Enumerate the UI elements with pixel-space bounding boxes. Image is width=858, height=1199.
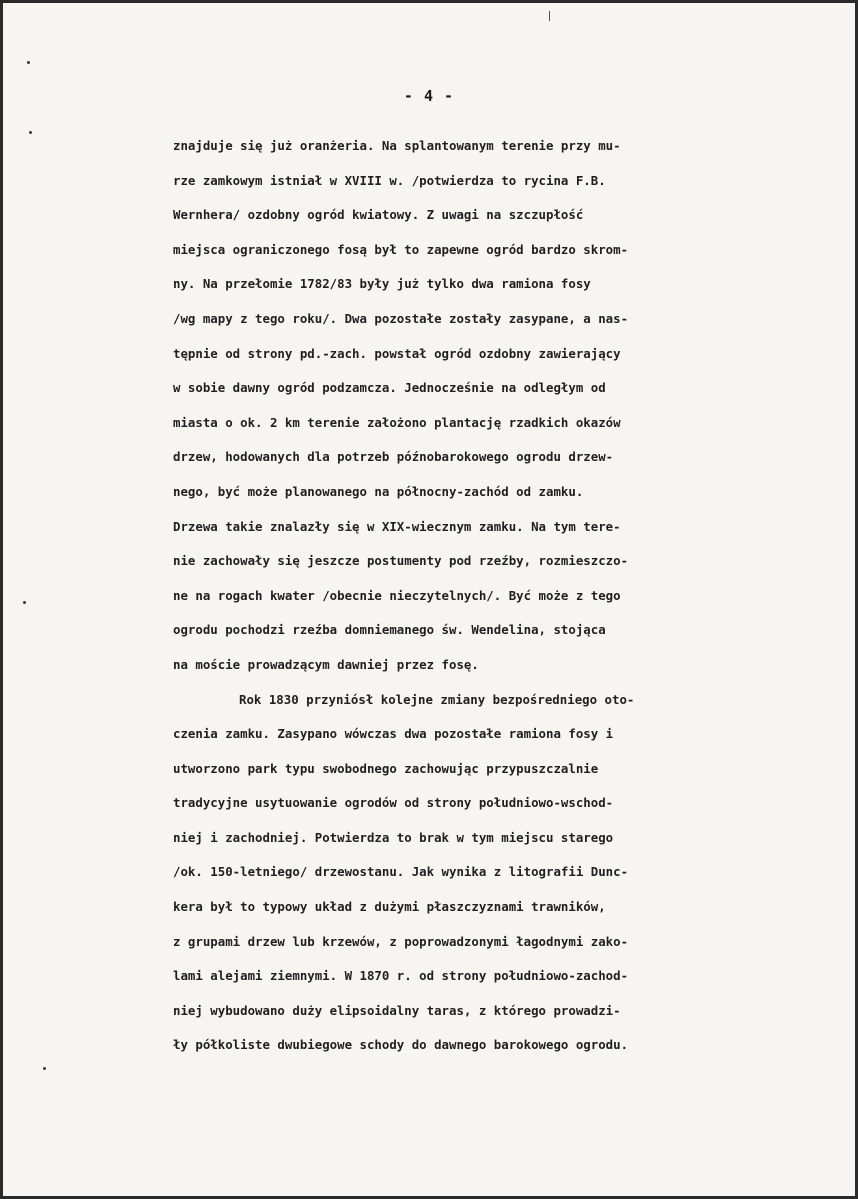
text-line: ły półkoliste dwubiegowe schody do dawnego barokowego ogrodu. bbox=[173, 1037, 629, 1053]
text-line: Drzewa takie znalazły się w XIX-wiecznym zamku. Na tym tere- bbox=[173, 518, 621, 534]
text-line: znajduje się już oranżeria. Na splantowanym terenie przy mu- bbox=[173, 138, 621, 153]
text-line: nie zachowały się jeszcze postumenty pod rzeźby, rozmieszczo- bbox=[173, 553, 629, 569]
margin-dot-upper bbox=[29, 131, 32, 134]
text-line: tępnie od strony pd.-zach. powstał ogród ozdobny zawierający bbox=[173, 345, 621, 361]
text-line: niej i zachodniej. Potwierdza to brak w tym miejscu starego bbox=[173, 829, 614, 845]
text-line: ogrodu pochodzi rzeźba domniemanego św. Wendelina, stojąca bbox=[173, 622, 606, 638]
text-line: niej wybudowano duży elipsoidalny taras, z którego prowadzi- bbox=[173, 1002, 621, 1018]
text-line: ny. Na przełomie 1782/83 były już tylko dwa ramiona fosy bbox=[173, 276, 591, 292]
text-line: utworzono park typu swobodnego zachowując przypuszczalnie bbox=[173, 760, 599, 776]
text-line: lami alejami ziemnymi. W 1870 r. od strony południowo-zachod- bbox=[173, 968, 629, 984]
page-number: - 4 - bbox=[403, 87, 455, 105]
text-line: Wernhera/ ozdobny ogród kwiatowy. Z uwagi na szczupłość bbox=[173, 207, 584, 223]
text-line: w sobie dawny ogród podzamcza. Jednocześnie na odległym od bbox=[173, 380, 606, 396]
body-text bbox=[173, 129, 823, 1063]
text-line: czenia zamku. Zasypano wówczas dwa pozostałe ramiona fosy i bbox=[173, 726, 614, 742]
text-line: Rok 1830 przyniósł kolejne zmiany bezpośredniego oto- bbox=[239, 691, 635, 707]
document-page bbox=[3, 3, 855, 1196]
text-line: tradycyjne usytuowanie ogrodów od strony południowo-wschod- bbox=[173, 795, 614, 811]
text-line: ne na rogach kwater /obecnie nieczytelnych/. Być może z tego bbox=[173, 587, 621, 603]
text-line: z grupami drzew lub krzewów, z poprowadzonymi łagodnymi zako- bbox=[173, 933, 629, 949]
text-line: na moście prowadzącym dawniej przez fosę. bbox=[173, 656, 479, 672]
margin-dot-lower bbox=[43, 1067, 46, 1070]
text-line: miasta o ok. 2 km terenie założono plantację rzadkich okazów bbox=[173, 414, 621, 430]
text-line: nego, być może planowanego na północny-zachód od zamku. bbox=[173, 483, 584, 499]
text-line: rze zamkowym istniał w XVIII w. /potwierdza to rycina F.B. bbox=[173, 172, 606, 188]
text-line: /ok. 150-letniego/ drzewostanu. Jak wynika z litografii Dunc- bbox=[173, 864, 629, 880]
top-tick-mark bbox=[549, 11, 550, 21]
margin-dot-middle bbox=[23, 601, 26, 604]
text-line: /wg mapy z tego roku/. Dwa pozostałe zostały zasypane, a nas- bbox=[173, 310, 629, 326]
text-line: drzew, hodowanych dla potrzeb późnobarokowego ogrodu drzew- bbox=[173, 449, 614, 465]
margin-dot-top bbox=[27, 61, 30, 64]
text-line: miejsca ograniczonego fosą był to zapewne ogród bardzo skrom- bbox=[173, 241, 629, 257]
text-line: kera był to typowy układ z dużymi płaszczyznami trawników, bbox=[173, 899, 606, 915]
